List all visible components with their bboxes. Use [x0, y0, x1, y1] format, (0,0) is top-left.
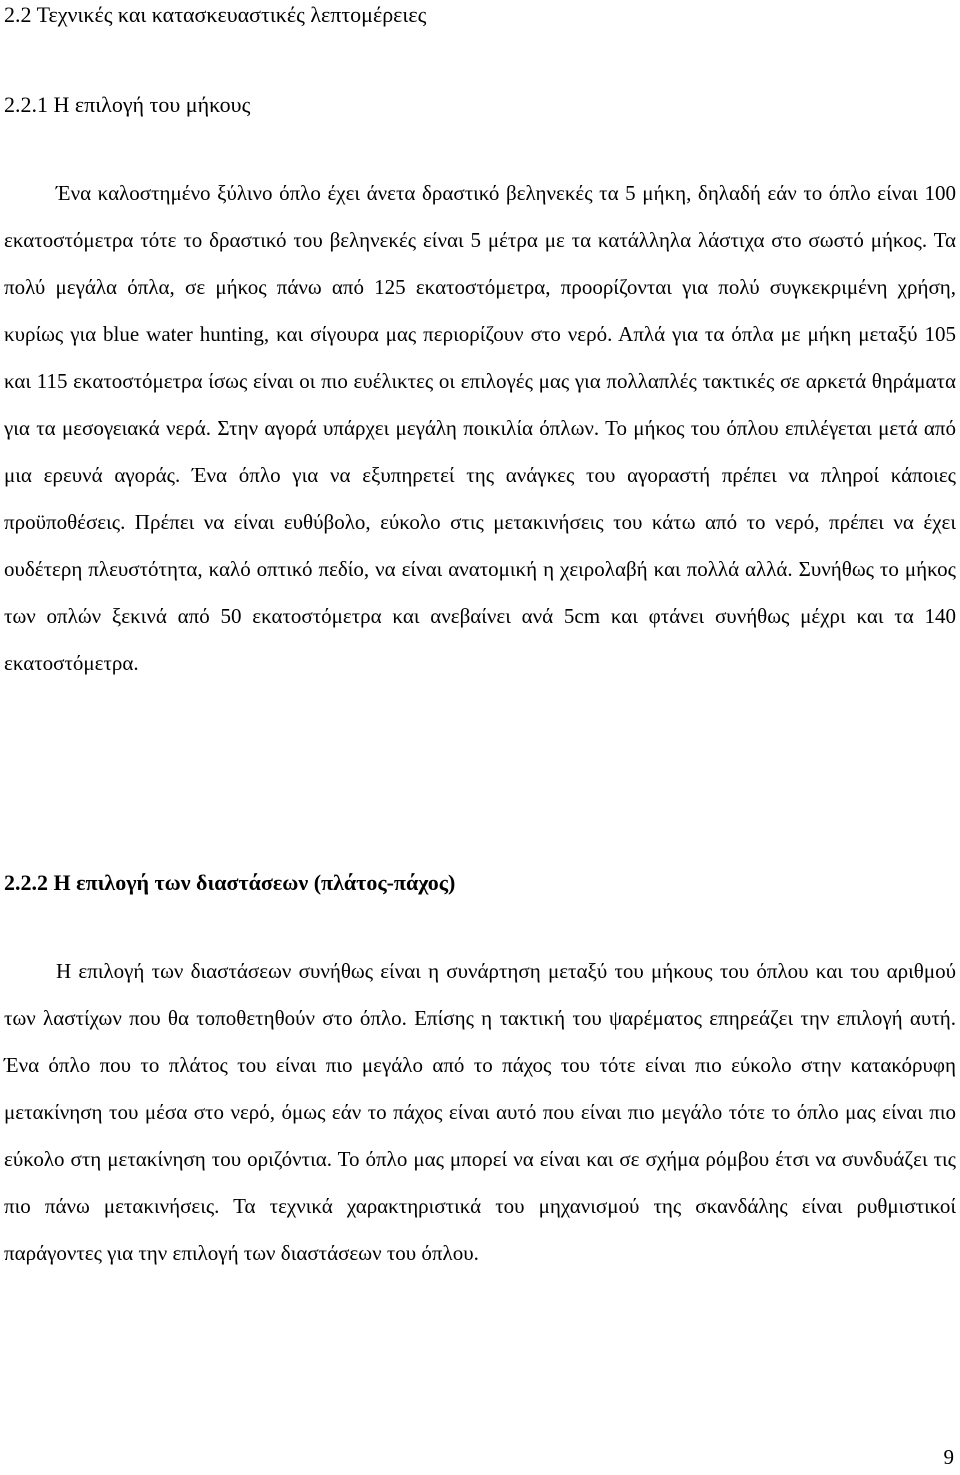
sentence: Ένα καλοστημένο ξύλινο όπλο έχει άνετα δραστικό βεληνεκές τα 5 μήκη, δηλαδή εάν το όπλο είναι 100 εκατοστόμετρα τότε το δραστικό του βεληνεκές είναι 5 μέτρα με τα κατάλληλα λάστιχα στο σωστό μήκος.	[4, 181, 956, 252]
paragraph-dimensions	[4, 948, 956, 1277]
sentence: Η επιλογή των διαστάσεων συνήθως είναι η συνάρτηση μεταξύ του μήκους του όπλου και του αριθμού των λαστίχων που θα τοποθετηθούν στο όπλο.	[4, 959, 956, 1030]
sentence: Επίσης η τακτική του ψαρέματος επηρεάζει την επιλογή αυτή.	[414, 1006, 956, 1030]
paragraph-length	[4, 170, 956, 687]
sentence: Πρέπει να είναι ευθύβολο, εύκολο στις μετακινήσεις του κάτω από το νερό, πρέπει να έχει ουδέτερη πλευστότητα, καλό οπτικό πεδίο, να είναι ανατομική η χειρολαβή και πολλά αλλά.	[4, 510, 956, 581]
sentence: Το μήκος του όπλου επιλέγεται μετά από μια ερευνά αγοράς.	[4, 416, 957, 487]
sentence: Συνήθως το μήκος των οπλών ξεκινά από 50 εκατοστόμετρα και ανεβαίνει ανά 5cm και φτάνει συνήθως μέχρι και τα 140 εκατοστόμετρα.	[4, 557, 957, 675]
subsection-heading-dimensions: 2.2.2 Η επιλογή των διαστάσεων (πλάτος-πάχος)	[4, 870, 456, 895]
sentence: Ένα όπλο για να εξυπηρετεί της ανάγκες του αγοραστή πρέπει να πληροί κάποιες προϋποθέσεις.	[4, 463, 957, 534]
sentence: Τα πολύ μεγάλα όπλα, σε μήκος πάνω από 125 εκατοστόμετρα, προορίζονται για πολύ συγκεκριμένη χρήση, κυρίως για blue water hunting, και σίγουρα μας περιορίζουν στο νερό.	[4, 228, 956, 346]
sentence: Ένα όπλο που το πλάτος του είναι πιο μεγάλο από το πάχος του τότε είναι πιο εύκολο στην κατακόρυφη μετακίνηση του μέσα στο νερό, όμως εάν το πάχος είναι αυτό που είναι πιο μεγάλο τότε το όπλο μας είναι πιο εύκολο στη μετακίνηση του οριζόντια.	[4, 1053, 956, 1171]
sentence: Το όπλο μας μπορεί να είναι και σε σχήμα ρόμβου έτσι να συνδυάζει τις πιο πάνω μετακινήσεις.	[4, 1147, 956, 1218]
sentence: Τα τεχνικά χαρακτηριστικά του μηχανισμού της σκανδάλης είναι ρυθμιστικοί παράγοντες για την επιλογή των διαστάσεων του όπλου.	[4, 1194, 956, 1265]
subsection-heading-length: 2.2.1 Η επιλογή του μήκους	[4, 92, 251, 117]
sentence: Στην αγορά υπάρχει μεγάλη ποικιλία όπλων.	[217, 416, 600, 440]
sentence: Απλά για τα όπλα με μήκη μεταξύ 105 και 115 εκατοστόμετρα ίσως είναι οι πιο ευέλικτες οι επιλογές μας για πολλαπλές τακτικές σε αρκετά θηράματα για τα μεσογειακά νερά.	[4, 322, 957, 440]
page-number: 9	[943, 1445, 954, 1469]
section-heading: 2.2 Τεχνικές και κατασκευαστικές λεπτομέρειες	[4, 2, 427, 27]
